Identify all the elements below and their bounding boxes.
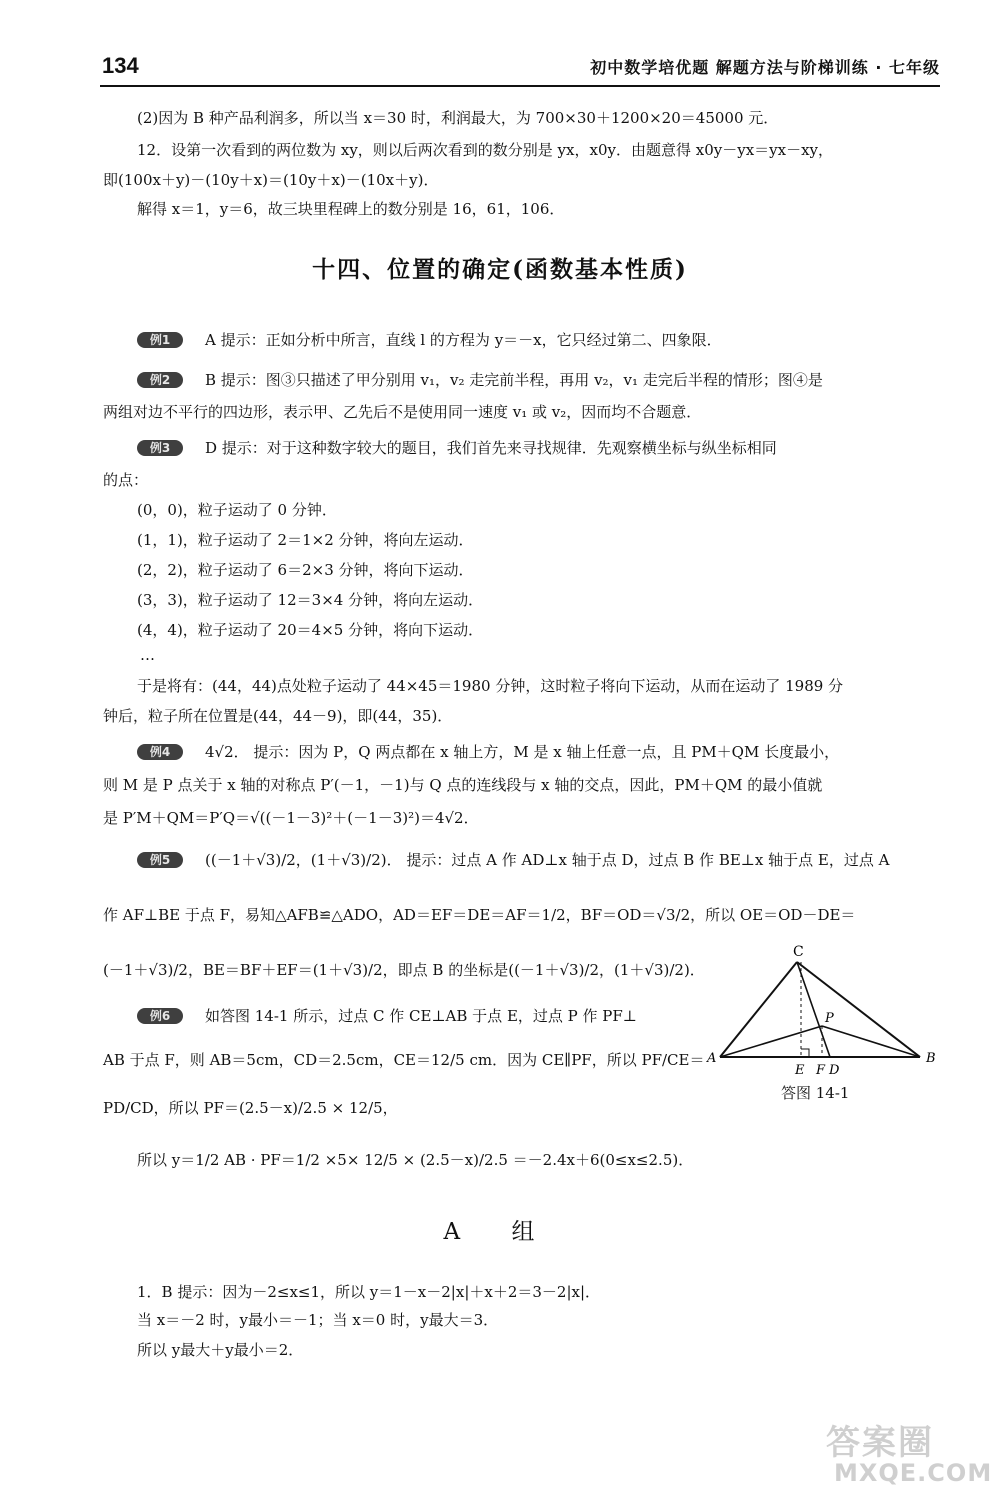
- text-line: 1．B 提示：因为－2≤x≤1，所以 y＝1－x－2|x|＋x＋2＝3－2|x|．: [137, 1283, 601, 1301]
- example-1: 例1 A 提示：正如分析中所言，直线 l 的方程为 y＝－x，它只经过第二、四象限．: [137, 330, 722, 350]
- text-line: 钟后，粒子所在位置是(44，44－9)，即(44，35)．: [103, 707, 453, 725]
- watermark-url: MXQE.COM: [834, 1459, 993, 1487]
- text-line: …: [140, 646, 155, 664]
- example-5: 例5 ((－1＋√3)/2，(1＋√3)/2)． 提示：过点 A 作 AD⊥x 轴于点 D，过点 B 作 BE⊥x 轴于点 E，过点 A: [137, 850, 889, 870]
- text-line: 两组对边不平行的四边形，表示甲、乙先后不是使用同一速度 v₁ 或 v₂，因而均不合题意．: [103, 403, 702, 421]
- text-line: AB 于点 F，则 AB＝5cm，CD＝2.5cm，CE＝12/5 cm．因为 CE∥PF，所以 PF/CE＝: [103, 1051, 705, 1069]
- text-line: 12．设第一次看到的两位数为 xy，则以后两次看到的数分别是 yx，x0y．由题意得 x0y－yx＝yx－xy，: [137, 141, 834, 159]
- example-tag: 例3: [137, 440, 183, 456]
- example-6: 例6 如答图 14-1 所示，过点 C 作 CE⊥AB 于点 E，过点 P 作 PF⊥: [137, 1006, 637, 1026]
- example-tag: 例1: [137, 332, 183, 348]
- text-line: 于是将有：(44，44)点处粒子运动了 44×45＝1980 分钟，这时粒子将向下运动，从而在运动了 1989 分: [137, 677, 844, 695]
- label-A: A: [707, 1051, 717, 1066]
- section-title: 十四、位置的确定(函数基本性质): [312, 256, 688, 283]
- text-line: (2，2)，粒子运动了 6＝2×3 分钟，将向下运动．: [137, 561, 474, 579]
- text-line: 解得 x＝1，y＝6，故三块里程碑上的数分别是 16，61，106．: [137, 200, 565, 218]
- example-2: 例2 B 提示：图③只描述了甲分别用 v₁，v₂ 走完前半程，再用 v₂，v₁ 走完后半程的情形；图④是: [137, 370, 823, 390]
- label-E: E: [795, 1063, 805, 1078]
- label-C: C: [793, 944, 804, 960]
- example-tag: 例4: [137, 744, 183, 760]
- figure-caption: 答图 14-1: [781, 1084, 850, 1102]
- example-tag: 例6: [137, 1008, 183, 1024]
- text-line: 当 x＝－2 时，y最小＝－1；当 x＝0 时，y最大＝3．: [137, 1311, 499, 1329]
- text-line: 则 M 是 P 点关于 x 轴的对称点 P′(－1，－1)与 Q 点的连线段与 x 轴的交点，因此，PM＋QM 的最小值就: [103, 776, 823, 794]
- page-header: [100, 45, 940, 87]
- example-tag: 例5: [137, 852, 183, 868]
- text-line: (4，4)，粒子运动了 20＝4×5 分钟，将向下运动．: [137, 621, 484, 639]
- text-line: 所以 y＝1/2 AB · PF＝1/2 ×5× 12/5 × (2.5－x)/2.5 ＝－2.4x＋6(0≤x≤2.5)．: [137, 1151, 694, 1169]
- text-line: (3，3)，粒子运动了 12＝3×4 分钟，将向左运动．: [137, 591, 484, 609]
- page-number: 134: [102, 53, 139, 78]
- text-line: (0，0)，粒子运动了 0 分钟．: [137, 501, 337, 519]
- triangle-diagram: [705, 940, 945, 1080]
- watermark-logo: [820, 1415, 1000, 1494]
- book-title: 初中数学培优题 解题方法与阶梯训练 · 七年级: [590, 58, 940, 77]
- watermark-main: 答案圈: [826, 1423, 934, 1463]
- text-line: 的点：: [103, 471, 149, 489]
- text-line: (1，1)，粒子运动了 2＝1×2 分钟，将向左运动．: [137, 531, 474, 549]
- text-line: 是 P′M＋QM＝P′Q＝√((－1－3)²＋(－1－3)²)＝4√2．: [103, 809, 479, 827]
- label-F: F: [816, 1063, 826, 1078]
- example-3: 例3 D 提示：对于这种数字较大的题目，我们首先来寻找规律．先观察横坐标与纵坐标相同: [137, 438, 777, 458]
- group-title: A 组: [443, 1219, 557, 1245]
- label-B: B: [926, 1051, 936, 1066]
- text-line: (2)因为 B 种产品利润多，所以当 x＝30 时，利润最大，为 700×30＋1200×20＝45000 元．: [137, 109, 779, 127]
- text-line: 作 AF⊥BE 于点 F，易知△AFB≌△ADO，AD＝EF＝DE＝AF＝1/2，BF＝OD＝√3/2，所以 OE＝OD－DE＝: [103, 906, 856, 924]
- example-tag: 例2: [137, 372, 183, 388]
- label-D: D: [829, 1063, 840, 1078]
- text-line: (－1＋√3)/2，BE＝BF＋EF＝(1＋√3)/2，即点 B 的坐标是((－1＋√3)/2，(1＋√3)/2)．: [103, 961, 705, 979]
- text-line: 所以 y最大＋y最小＝2．: [137, 1341, 304, 1359]
- text-line: PD/CD，所以 PF＝(2.5－x)/2.5 × 12/5，: [103, 1099, 398, 1117]
- example-4: 例4 4√2． 提示：因为 P，Q 两点都在 x 轴上方，M 是 x 轴上任意一点，且 PM＋QM 长度最小，: [137, 742, 839, 762]
- text-line: 即(100x＋y)－(10y＋x)＝(10y＋x)－(10x＋y)．: [103, 171, 439, 189]
- figure-14-1: [705, 940, 945, 1110]
- label-P: P: [825, 1011, 834, 1026]
